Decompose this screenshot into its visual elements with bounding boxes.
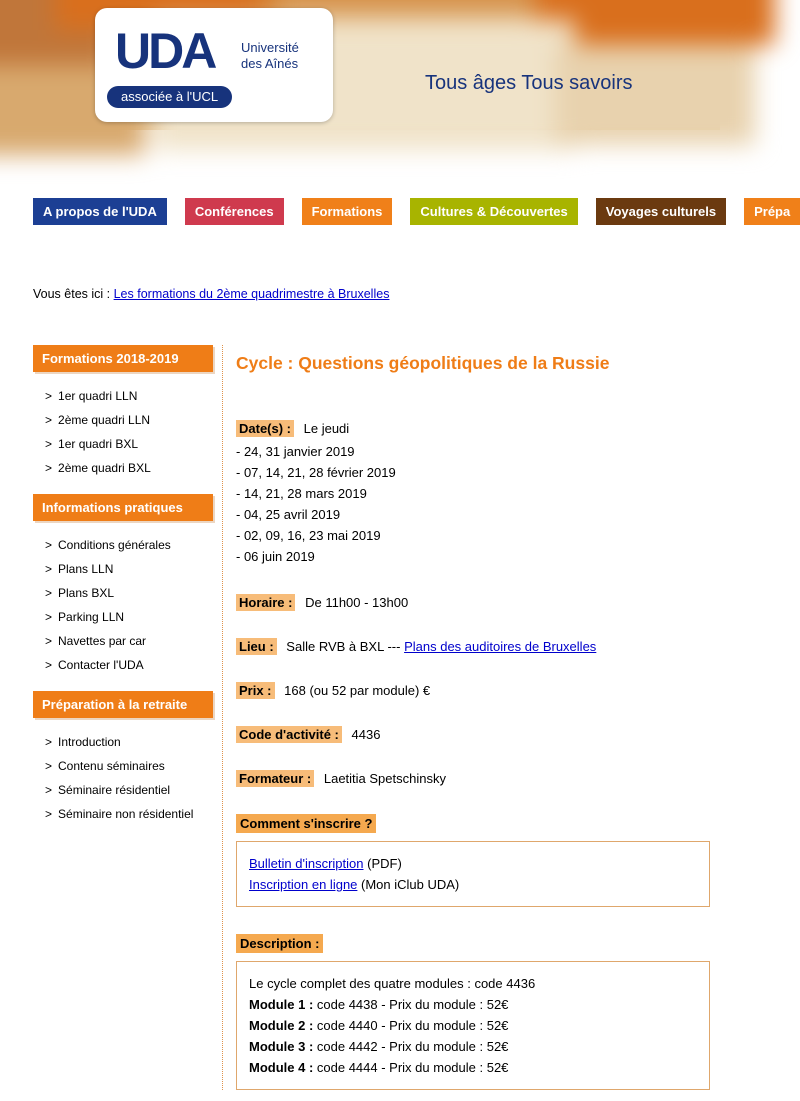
sidebar-item-1er-quadri-bxl[interactable]: > 1er quadri BXL — [45, 437, 139, 451]
inscription-line: Bulletin d'inscription (PDF) — [249, 856, 402, 871]
logo-subtitle: associée à l'UCL — [107, 86, 232, 108]
main-nav — [33, 198, 791, 225]
horaire-label: Horaire : — [236, 594, 295, 611]
nav-a-propos[interactable]: A propos de l'UDA — [33, 198, 167, 225]
field-code-activite — [236, 726, 710, 743]
module-line: Module 3 : code 4442 - Prix du module : 52€ — [249, 1039, 509, 1054]
sidebar-item-plans-lln[interactable]: > Plans LLN — [45, 562, 114, 576]
breadcrumb-link[interactable]: Les formations du 2ème quadrimestre à Bruxelles — [113, 287, 390, 301]
nav-preparation[interactable]: Prépa — [744, 198, 800, 225]
description-intro: Le cycle complet des quatre modules : code 4436 — [249, 976, 536, 991]
dates-list — [236, 441, 710, 567]
prix-value: 168 (ou 52 par module) € — [284, 683, 431, 698]
bulletin-inscription-link[interactable]: Bulletin d'inscription — [249, 856, 364, 871]
lieu-plans-link[interactable]: Plans des auditoires de Bruxelles — [404, 639, 597, 654]
date-line: - 07, 14, 21, 28 février 2019 — [236, 465, 396, 480]
lieu-label: Lieu : — [236, 638, 277, 655]
description-box — [236, 961, 710, 1090]
sidebar-item-2eme-quadri-bxl[interactable]: > 2ème quadri BXL — [45, 461, 151, 475]
module-line: Module 4 : code 4444 - Prix du module : 52€ — [249, 1060, 509, 1075]
logo-acronym: UDA — [115, 23, 215, 79]
sidebar-item-contacter-uda[interactable]: > Contacter l'UDA — [45, 658, 144, 672]
module-line: Module 2 : code 4440 - Prix du module : 52€ — [249, 1018, 509, 1033]
inscription-line: Inscription en ligne (Mon iClub UDA) — [249, 877, 460, 892]
date-line: - 06 juin 2019 — [236, 549, 315, 564]
sidebar-item-seminaire-residentiel[interactable]: > Séminaire résidentiel — [45, 783, 171, 797]
main-content — [222, 345, 720, 1090]
header-banner — [0, 0, 720, 130]
date-line: - 14, 21, 28 mars 2019 — [236, 486, 367, 501]
dates-value: Le jeudi — [303, 421, 350, 436]
code-label: Code d'activité : — [236, 726, 342, 743]
field-prix — [236, 682, 710, 699]
sidebar-section-infos-pratiques: Informations pratiques — [33, 494, 213, 521]
sidebar-item-parking-lln[interactable]: > Parking LLN — [45, 610, 125, 624]
formateur-value: Laetitia Spetschinsky — [323, 771, 446, 786]
dates-label: Date(s) : — [236, 420, 294, 437]
sidebar-item-plans-bxl[interactable]: > Plans BXL — [45, 586, 115, 600]
nav-cultures[interactable]: Cultures & Découvertes — [410, 198, 577, 225]
sidebar-item-contenu-seminaires[interactable]: > Contenu séminaires — [45, 759, 165, 773]
lieu-value: Salle RVB à BXL --- — [286, 639, 401, 654]
date-line: - 24, 31 janvier 2019 — [236, 444, 355, 459]
description-header: Description : — [236, 934, 323, 953]
code-value: 4436 — [351, 727, 381, 742]
site-tagline: Tous âges Tous savoirs — [425, 72, 633, 94]
module-line: Module 1 : code 4438 - Prix du module : 52€ — [249, 997, 509, 1012]
nav-formations[interactable]: Formations — [302, 198, 393, 225]
uda-logo — [95, 8, 333, 122]
horaire-value: De 11h00 - 13h00 — [305, 595, 409, 610]
sidebar-item-2eme-quadri-lln[interactable]: > 2ème quadri LLN — [45, 413, 151, 427]
page-title: Cycle : Questions géopolitiques de la Russie — [236, 353, 610, 373]
breadcrumb-prefix: Vous êtes ici : — [33, 287, 111, 301]
date-line: - 04, 25 avril 2019 — [236, 507, 341, 522]
breadcrumb — [33, 287, 720, 301]
nav-voyages[interactable]: Voyages culturels — [596, 198, 726, 225]
prix-label: Prix : — [236, 682, 275, 699]
sidebar-item-conditions-generales[interactable]: > Conditions générales — [45, 538, 171, 552]
sidebar — [33, 345, 213, 1090]
field-lieu — [236, 638, 710, 655]
inscription-en-ligne-link[interactable]: Inscription en ligne — [249, 877, 358, 892]
content-area — [0, 345, 720, 1090]
sidebar-item-seminaire-non-residentiel[interactable]: > Séminaire non résidentiel — [45, 807, 194, 821]
sidebar-section-preparation-retraite: Préparation à la retraite — [33, 691, 213, 718]
inscription-box — [236, 841, 710, 907]
nav-conferences[interactable]: Conférences — [185, 198, 284, 225]
logo-name: Université des Aînés — [241, 40, 299, 71]
field-formateur — [236, 770, 710, 787]
inscription-header: Comment s'inscrire ? — [236, 814, 376, 833]
sidebar-item-introduction[interactable]: > Introduction — [45, 735, 121, 749]
sidebar-item-navettes-par-car[interactable]: > Navettes par car — [45, 634, 147, 648]
field-dates — [236, 420, 710, 567]
sidebar-item-1er-quadri-lln[interactable]: > 1er quadri LLN — [45, 389, 138, 403]
date-line: - 02, 09, 16, 23 mai 2019 — [236, 528, 381, 543]
formateur-label: Formateur : — [236, 770, 314, 787]
sidebar-section-formations: Formations 2018-2019 — [33, 345, 213, 372]
field-horaire — [236, 594, 710, 611]
